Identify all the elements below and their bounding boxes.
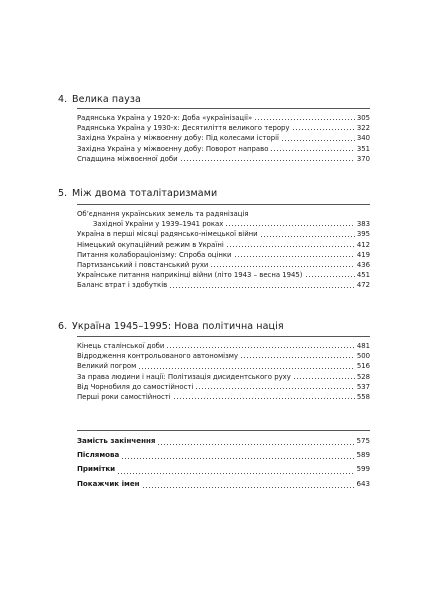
entry-page: 322	[356, 124, 370, 133]
dot-leader	[157, 444, 354, 445]
toc-entry[interactable]	[77, 434, 370, 448]
entry-title: Примітки	[77, 464, 116, 474]
entry-title: Партизанський і повстанський рухи	[77, 261, 209, 270]
entry-title: Спадщина міжвоєнної доби	[77, 154, 178, 163]
entry-page: 370	[356, 154, 370, 163]
dot-leader	[173, 398, 355, 399]
entry-title: Об’єднання українських земель та радянізація	[77, 210, 249, 218]
entry-title: Великий погром	[77, 362, 137, 371]
entry-title: Від Чорнобиля до самостійності	[77, 382, 194, 391]
section-number: 5.	[58, 188, 68, 199]
entry-page: 340	[356, 134, 370, 143]
entry-page: 558	[356, 393, 370, 402]
section-heading	[58, 188, 217, 199]
dot-leader	[195, 388, 355, 389]
toc-entry[interactable]	[77, 240, 370, 250]
entry-title: Баланс втрат і здобутків	[77, 281, 168, 290]
toc-entry[interactable]	[77, 448, 370, 462]
toc-entry[interactable]	[77, 209, 370, 219]
entry-title: За права людини і нації: Політизація дисидентського руху	[77, 372, 291, 381]
section-title: Велика пауза	[72, 94, 141, 105]
entry-page: 537	[356, 382, 370, 391]
toc-entry-continuation[interactable]	[77, 219, 370, 229]
entry-title: Західна Україна у міжвоєнну добу: Під колесами історії	[77, 134, 279, 143]
entry-title: Радянська Україна у 1930-х: Десятиліття великого терору	[77, 124, 290, 133]
section-entries	[77, 336, 370, 402]
section-title: Між двома тоталітаризмами	[72, 188, 218, 199]
entry-page: 395	[356, 230, 370, 239]
toc-entry[interactable]	[77, 133, 370, 143]
dot-leader	[226, 246, 355, 247]
dot-leader	[234, 256, 355, 257]
section-number: 4.	[58, 94, 68, 105]
dot-leader	[305, 276, 355, 277]
toc-entry[interactable]	[77, 154, 370, 164]
section-entries	[77, 204, 370, 291]
toc-entry[interactable]	[77, 477, 370, 491]
dot-leader	[142, 487, 355, 488]
dot-leader	[240, 357, 355, 358]
entry-page: 451	[356, 271, 370, 280]
section-heading	[58, 321, 284, 332]
toc-entry[interactable]	[77, 270, 370, 280]
dot-leader	[180, 160, 355, 161]
section-entries	[77, 108, 370, 164]
dot-leader	[169, 287, 355, 288]
toc-entry[interactable]	[77, 229, 370, 239]
toc-entry[interactable]	[77, 382, 370, 392]
entry-title: Післямова	[77, 450, 120, 460]
dot-leader	[225, 225, 355, 226]
toc-entry[interactable]	[77, 260, 370, 270]
entry-page: 383	[356, 220, 370, 229]
toc-entry[interactable]	[77, 361, 370, 371]
entry-title: Радянська Україна у 1920-х: Доба «українізації»	[77, 114, 253, 122]
section-number: 6.	[58, 321, 68, 332]
entry-page: 599	[356, 464, 370, 474]
entry-page: 436	[356, 261, 370, 270]
entry-title: Відродження контрольованого автономізму	[77, 352, 239, 361]
entry-title: Питання колабораціонізму: Спроба оцінки	[77, 250, 232, 259]
dot-leader	[281, 140, 355, 141]
dot-leader	[292, 129, 355, 130]
entry-page: 589	[356, 450, 370, 460]
entry-page: 351	[356, 144, 370, 153]
dot-leader	[270, 150, 354, 151]
entry-title: Перші роки самостійності	[77, 393, 171, 402]
dot-leader	[254, 119, 355, 120]
dot-leader	[210, 266, 354, 267]
dot-leader	[117, 473, 354, 474]
toc-entry[interactable]	[77, 372, 370, 382]
dot-leader	[121, 458, 354, 459]
entry-page: 481	[356, 342, 370, 350]
entry-page: 643	[356, 478, 370, 488]
toc-entry[interactable]	[77, 144, 370, 154]
entry-page: 516	[356, 362, 370, 371]
entry-title: Західної України у 1939–1941 роках	[93, 220, 224, 229]
entry-page: 412	[356, 240, 370, 249]
toc-entry[interactable]	[77, 113, 370, 123]
entry-page: 305	[356, 114, 370, 122]
toc-entry[interactable]	[77, 123, 370, 133]
toc-entry[interactable]	[77, 462, 370, 476]
entry-title: Замість закінчення	[77, 436, 156, 445]
toc-entry[interactable]	[77, 351, 370, 361]
dot-leader	[260, 236, 355, 237]
section-title: Україна 1945–1995: Нова політична нація	[72, 321, 284, 332]
dot-leader	[293, 378, 355, 379]
entry-title: Західна Україна у міжвоєнну добу: Поворот направо	[77, 144, 269, 153]
entry-title: Українське питання наприкінці війни (літо 1943 – весна 1945)	[77, 271, 303, 280]
back-matter	[77, 430, 370, 491]
entry-page: 500	[356, 352, 370, 361]
dot-leader	[138, 368, 355, 369]
entry-title: Кінець сталінської доби	[77, 342, 165, 350]
entry-page: 575	[356, 436, 370, 445]
entry-title: Німецький окупаційний режим в Україні	[77, 240, 224, 249]
entry-title: Покажчик імен	[77, 478, 140, 488]
toc-entry[interactable]	[77, 280, 370, 290]
section-heading	[58, 94, 141, 105]
toc-entry[interactable]	[77, 392, 370, 402]
entry-page: 528	[356, 372, 370, 381]
entry-page: 419	[356, 250, 370, 259]
toc-entry[interactable]	[77, 250, 370, 260]
toc-entry[interactable]	[77, 341, 370, 351]
entry-page: 472	[356, 281, 370, 290]
entry-title: Україна в перші місяці радянсько-німецької війни	[77, 230, 258, 239]
dot-leader	[166, 347, 354, 348]
